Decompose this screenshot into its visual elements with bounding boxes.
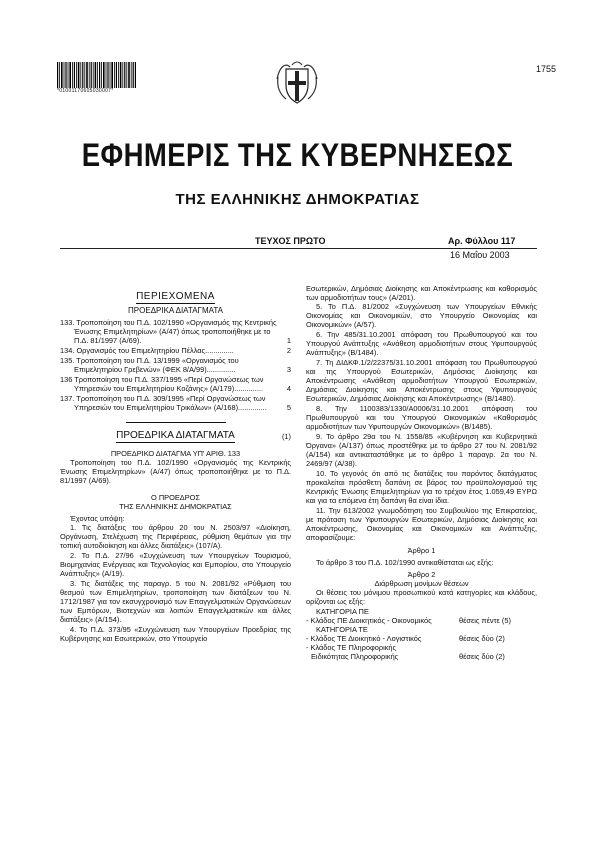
having-regard: Έχοντας υπόψη: xyxy=(70,514,125,523)
article-1-text: Το άρθρο 3 του Π.Δ. 102/1990 αντικαθίσταται ως εξής: xyxy=(316,558,494,567)
paragraph: 11. Την 613/2002 γνωμοδότηση του Συμβουλίου της Επικρατείας, με πρόταση των Υφυπουργών Εσωτερικών, Δημόσιας Διοίκησης και Αποκέντρωσης, Οικονομίας και Οικονομικών και Ανάπτυξης, αποφασίζουμε: xyxy=(306,506,537,542)
position-row: Ειδικότητας Πληροφορικής θέσεις δύο (2) xyxy=(311,652,505,661)
paragraph: 1. Τις διατάξεις του άρθρου 20 του Ν. 2503/97 «Διοίκηση, Οργάνωση, Στελέχωση της Περιφέρειας, ρύθμιση θεμάτων για την τοπική αυτοδιοίκηση και άλλες διατάξεις» (107/Α). xyxy=(60,523,291,550)
paragraph: 6. Την 485/31.10.2001 απόφαση του Πρωθυπουργού και του Υπουργού Ανάπτυξης «Ανάθεση αρμοδιοτήτων στους Υφυπουργούς Ανάπτυξης» (Β/1484). xyxy=(306,330,537,357)
paragraph: 5. Το Π.Δ. 81/2002 «Συγχώνευση των Υπουργείων Εθνικής Οικονομίας και Οικονομικών, στο Υπουργείο Οικονομίας και Οικονομικών» (Α/57). xyxy=(306,302,537,329)
toc-item[interactable]: 135. Τροποποίηση του Π.Δ. 13/1999 «Οργανισμός του Επιμελητηρίου Γρεβενών» (ΦΕΚ 8/Α/99).............. 3 xyxy=(60,356,291,374)
position-label: - Κλάδος ΤΕ Πληροφορικής xyxy=(306,643,397,652)
toc-item[interactable]: 137. Τροποποίηση του Π.Δ. 309/1995 «Περί Οργανώσεως των Υπηρεσιών του Επιμελητηρίου Τρικάλων» (Α/168).............. 5 xyxy=(60,394,291,412)
category-pe: ΚΑΤΗΓΟΡΙΑ ΠΕ xyxy=(316,607,369,616)
page-number: 1755 xyxy=(535,64,556,74)
article-2-subheading: Διάρθρωση μονίμων θέσεων xyxy=(374,579,469,588)
paragraph: 9. Το άρθρο 29α του Ν. 1558/85 «Κυβέρνηση και Κυβερνητικά Όργανα» (Α/137) όπως προστέθηκε με το άρθρο 27 του Ν. 2081/92 (Α/154) και αντικαταστάθηκε με το άρθρο 1 παραγρ. 2α του Ν. 2469/97 (Α/38). xyxy=(306,432,537,468)
contents-heading: ΠΕΡΙΕΧΟΜΕΝΑ xyxy=(136,291,215,302)
article-1-heading: Άρθρο 1 xyxy=(407,546,436,555)
paragraph: Εσωτερικών, Δημόσιας Διοίκησης και Αποκέντρωσης και καθορισμός των αρμοδιοτήτων τους» (Α/201). xyxy=(306,284,537,302)
contents-section-heading: ΠΡΟΕΔΡΙΚΑ ΔΙΑΤΑΓΜΑΤΑ xyxy=(128,306,223,315)
paragraph: 10. Το γεγονός ότι από τις διατάξεις του παρόντος διατάγματος προκαλείται πρόσθετη δαπάνη σε βάρος του προϋπολογισμού της Κεντρικής Ένωσης Επιμελητηρίων για το τρέχον έτος 1.059,49 ΕΥΡΩ και για τα επόμενα έτη δαπάνη θα είναι ίδια. xyxy=(306,469,537,505)
paragraph: 4. Το Π.Δ. 373/95 «Συγχώνευση των Υπουργείων Προεδρίας της Κυβέρνησης και Εσωτερικών, στο Υπουργείο xyxy=(60,625,291,643)
issue-label: ΤΕΥΧΟΣ ΠΡΩΤΟ xyxy=(255,236,326,246)
article-2-text: Οι θέσεις του μόνιμου προσωπικού κατά κατηγορίες και κλάδους, ορίζονται ως εξής: xyxy=(306,588,537,606)
decree-title: Τροποποίηση του Π.Δ. 102/1990 «Οργανισμός της Κεντρικής Ένωσης Επιμελητηρίων» (Α/47) όπως τροποποιήθηκε με το Π.Δ. 81/1997 (Α/69). xyxy=(60,458,291,485)
article-2-heading: Άρθρο 2 xyxy=(407,570,436,579)
position-row: - Κλάδος ΤΕ Διοικητικό - Λογιστικός θέσεις δύο (2) xyxy=(306,634,505,643)
republic-heading: ΤΗΣ ΕΛΛΗΝΙΚΗΣ ΔΗΜΟΚΡΑΤΙΑΣ xyxy=(119,502,232,511)
toc-item[interactable]: 136 Τροποποίηση του Π.Δ. 337/1995 «Περί Οργανώσεως των Υπηρεσιών του Επιμελητηρίου Κοζάνης» (Α/179).............. 4 xyxy=(60,375,291,393)
category-te: ΚΑΤΗΓΟΡΙΑ ΤΕ xyxy=(316,625,368,634)
toc-item[interactable]: 134. Οργανισμός του Επιμελητηρίου Πέλλας.............. 2 xyxy=(60,346,291,355)
right-column xyxy=(306,284,537,661)
decrees-heading: ΠΡΟΕΔΡΙΚΑ ΔΙΑΤΑΓΜΑΤΑ xyxy=(116,430,235,441)
gazette-subtitle: ΤΗΣ ΕΛΛΗΝΙΚΗΣ ΔΗΜΟΚΡΑΤΙΑΣ xyxy=(175,191,420,208)
decree-number: ΠΡΟΕΔΡΙΚΟ ΔΙΑΤΑΓΜΑ ΥΠ' ΑΡΙΘ. 133 xyxy=(110,449,241,458)
left-column xyxy=(60,286,291,644)
section-divider xyxy=(126,422,226,423)
paragraph: 2. Το Π.Δ. 27/96 «Συγχώνευση των Υπουργείων Τουρισμού, Βιομηχανίας Ενέργειας και Τεχνολογίας και Εμπορίου, στο Υπουργείο Ανάπτυξης» (Α/19). xyxy=(60,551,291,578)
publication-date: 16 Μαΐου 2003 xyxy=(450,250,510,260)
greek-coat-of-arms-icon xyxy=(272,57,322,107)
paragraph: 3. Τις διατάξεις της παραγρ. 5 του Ν. 2081/92 «Ρύθμιση του θεσμού των Επιμελητηρίων, τροποποίηση των διατάξεων του Ν. 1712/1987 για τον εκσυγχρονισμό των Επαγγελματικών Οργανώσεων των Εμπόρων, Βιοτεχνών και λοιπών Επαγγελματικών και άλλες διατάξεις» (Α/154). xyxy=(60,579,291,624)
decree-reference: (1) xyxy=(281,432,291,441)
position-row: - Κλάδος ΠΕ Διοικητικός - Οικονομικός θέσεις πέντε (5) xyxy=(306,616,511,625)
header-rule xyxy=(60,248,537,249)
barcode-number: *01001170605030007* xyxy=(57,88,114,94)
president-heading: Ο ΠΡΟΕΔΡΟΣ xyxy=(151,493,200,502)
paragraph: 7. Τη ΔΙΔΚΦ.1/2/22375/31.10.2001 απόφαση του Πρωθυπουργού και της Υπουργού Εσωτερικών, Δημόσιας Διοίκησης και Αποκέντρωσης «Ανάθεση αρμοδιοτήτων Υπουργού Εσωτερικών, Δημόσιας Διοίκησης και Αποκέντρωσης στους Υφυπουργούς Εσωτερικών, Δημόσιας Διοίκησης και Αποκέντρωσης» (Β/1480). xyxy=(306,358,537,403)
toc-item[interactable]: 133. Τροποποίηση του Π.Δ. 102/1990 «Οργανισμός της Κεντρικής Ένωσης Επιμελητηρίων» (Α/47) όπως τροποποιήθηκε με το Π.Δ. 81/1997 (Α/69). 1 xyxy=(60,318,291,345)
gazette-title: ΕΦΗΜΕΡΙΣ ΤΗΣ ΚΥΒΕΡΝΗΣΕΩΣ xyxy=(81,137,514,173)
sheet-number: Αρ. Φύλλου 117 xyxy=(448,236,516,246)
barcode xyxy=(57,62,137,88)
paragraph: 8. Την 1100383/1330/Α0006/31.10.2001 απόφαση του Πρωθυπουργού και του Υπουργού Οικονομικών «Καθορισμός αρμοδιοτήτων των Υφυπουργών Οικονομικών» (Β/1485). xyxy=(306,404,537,431)
